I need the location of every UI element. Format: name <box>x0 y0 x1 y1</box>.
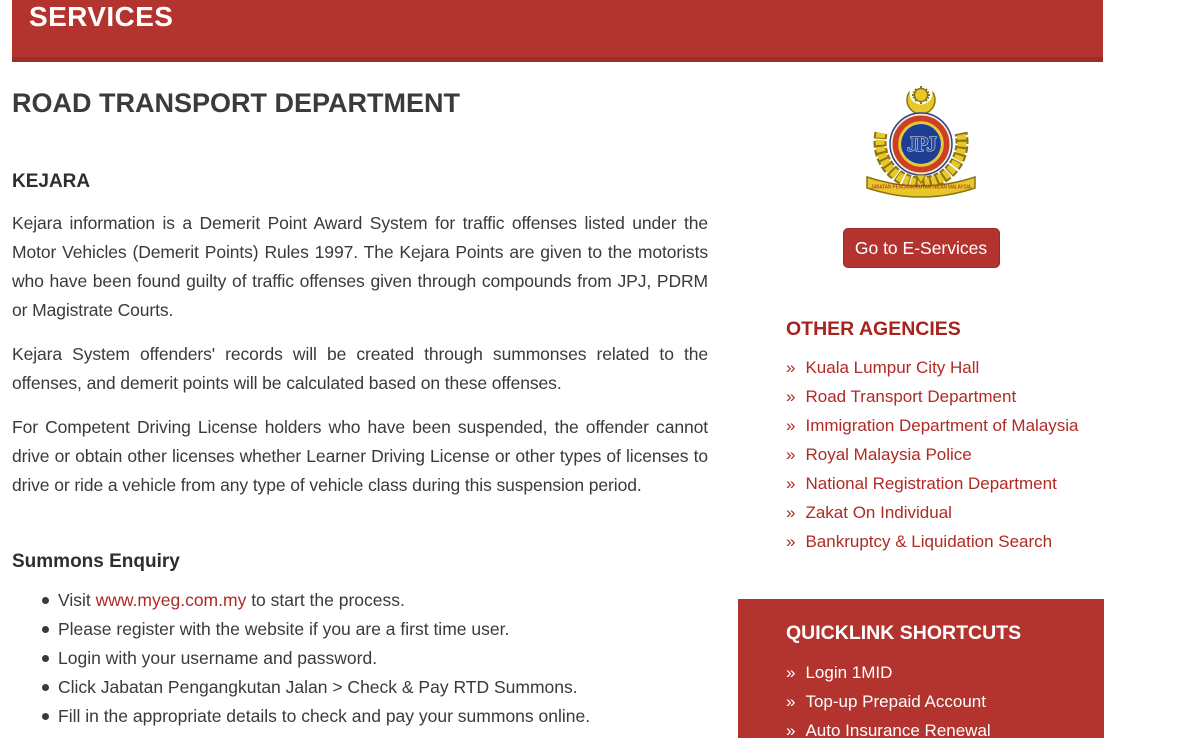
list-item <box>12 586 708 615</box>
jpj-monogram: JPJ <box>907 132 935 156</box>
list-item <box>786 440 1104 469</box>
double-chevron-icon: » <box>786 532 796 551</box>
quicklink-auto-insurance-renewal[interactable]: Auto Insurance Renewal <box>805 721 991 738</box>
kejara-heading: KEJARA <box>12 171 91 192</box>
list-item <box>786 469 1104 498</box>
kejara-paragraph: Kejara information is a Demerit Point Award System for traffic offenses listed under the Motor Vehicles (Demerit Points) Rules 1997. The Kejara Points are given to the motorists who have been found guilty of traffic offenses given through compounds from JPJ, PDRM or Magistrate Courts. <box>12 213 708 320</box>
double-chevron-icon: » <box>786 387 796 406</box>
quicklink-topup-prepaid-account[interactable]: Top-up Prepaid Account <box>805 692 986 711</box>
jpj-logo <box>738 85 1104 207</box>
list-item <box>786 411 1104 440</box>
banner-title: SERVICES <box>29 1 174 32</box>
list-item <box>786 658 1104 687</box>
summons-steps-list <box>12 586 708 731</box>
agency-link-royal-malaysia-police[interactable]: Royal Malaysia Police <box>805 445 972 464</box>
agency-link-kuala-lumpur-city-hall[interactable]: Kuala Lumpur City Hall <box>805 358 980 377</box>
agency-link-zakat-on-individual[interactable]: Zakat On Individual <box>805 503 952 522</box>
other-agencies-list <box>786 353 1104 556</box>
go-to-eservices-button[interactable]: Go to E-Services <box>843 228 1000 268</box>
double-chevron-icon: » <box>786 416 796 435</box>
jpj-ribbon-text: JABATAN PENGANGKUTAN JALAN MALAYSIA <box>871 184 972 191</box>
main-content <box>12 62 708 731</box>
list-item: Click Jabatan Pengangkutan Jalan > Check & Pay RTD Summons. <box>12 673 708 702</box>
list-item <box>786 382 1104 411</box>
double-chevron-icon: » <box>786 721 796 738</box>
list-item: Login with your username and password. <box>12 644 708 673</box>
agency-link-immigration-department[interactable]: Immigration Department of Malaysia <box>805 416 1079 435</box>
page-title: ROAD TRANSPORT DEPARTMENT <box>12 88 460 118</box>
double-chevron-icon: » <box>786 692 796 711</box>
agency-link-bankruptcy-liquidation-search[interactable]: Bankruptcy & Liquidation Search <box>805 532 1053 551</box>
list-item <box>786 498 1104 527</box>
services-banner <box>12 0 1103 62</box>
double-chevron-icon: » <box>786 358 796 377</box>
list-item <box>786 716 1104 738</box>
summons-enquiry-heading: Summons Enquiry <box>12 551 180 572</box>
summons-enquiry-section <box>12 550 708 731</box>
agency-link-road-transport-department[interactable]: Road Transport Department <box>805 387 1017 406</box>
double-chevron-icon: » <box>786 445 796 464</box>
double-chevron-icon: » <box>786 503 796 522</box>
double-chevron-icon: » <box>786 663 796 682</box>
agency-link-national-registration-department[interactable]: National Registration Department <box>805 474 1057 493</box>
quicklink-login-1mid[interactable]: Login 1MID <box>805 663 893 682</box>
kejara-paragraph: Kejara System offenders' records will be created through summonses related to the offenses, and demerit points will be calculated based on these offenses. <box>12 344 708 393</box>
list-item <box>786 687 1104 716</box>
quicklink-shortcuts-box <box>738 599 1104 738</box>
list-item <box>786 353 1104 382</box>
other-agencies-heading: OTHER AGENCIES <box>786 318 961 340</box>
list-item: Please register with the website if you are a first time user. <box>12 615 708 644</box>
quicklink-shortcuts-heading: QUICKLINK SHORTCUTS <box>786 622 1022 644</box>
other-agencies-section <box>738 317 1104 556</box>
jpj-crest-image <box>860 85 982 202</box>
double-chevron-icon: » <box>786 474 796 493</box>
list-item: Fill in the appropriate details to check and pay your summons online. <box>12 702 708 731</box>
kejara-section <box>12 170 708 500</box>
step-text: Visit <box>58 590 96 610</box>
quicklink-list <box>786 658 1104 738</box>
sidebar <box>738 62 1104 738</box>
kejara-paragraph: For Competent Driving License holders who have been suspended, the offender cannot drive or obtain other licenses whether Learner Driving License or other types of licenses to drive or ride a vehicle from any type of vehicle class during this suspension period. <box>12 417 708 495</box>
list-item <box>786 527 1104 556</box>
step-text: to start the process. <box>246 590 405 610</box>
myeg-website-link[interactable]: www.myeg.com.my <box>95 590 247 610</box>
